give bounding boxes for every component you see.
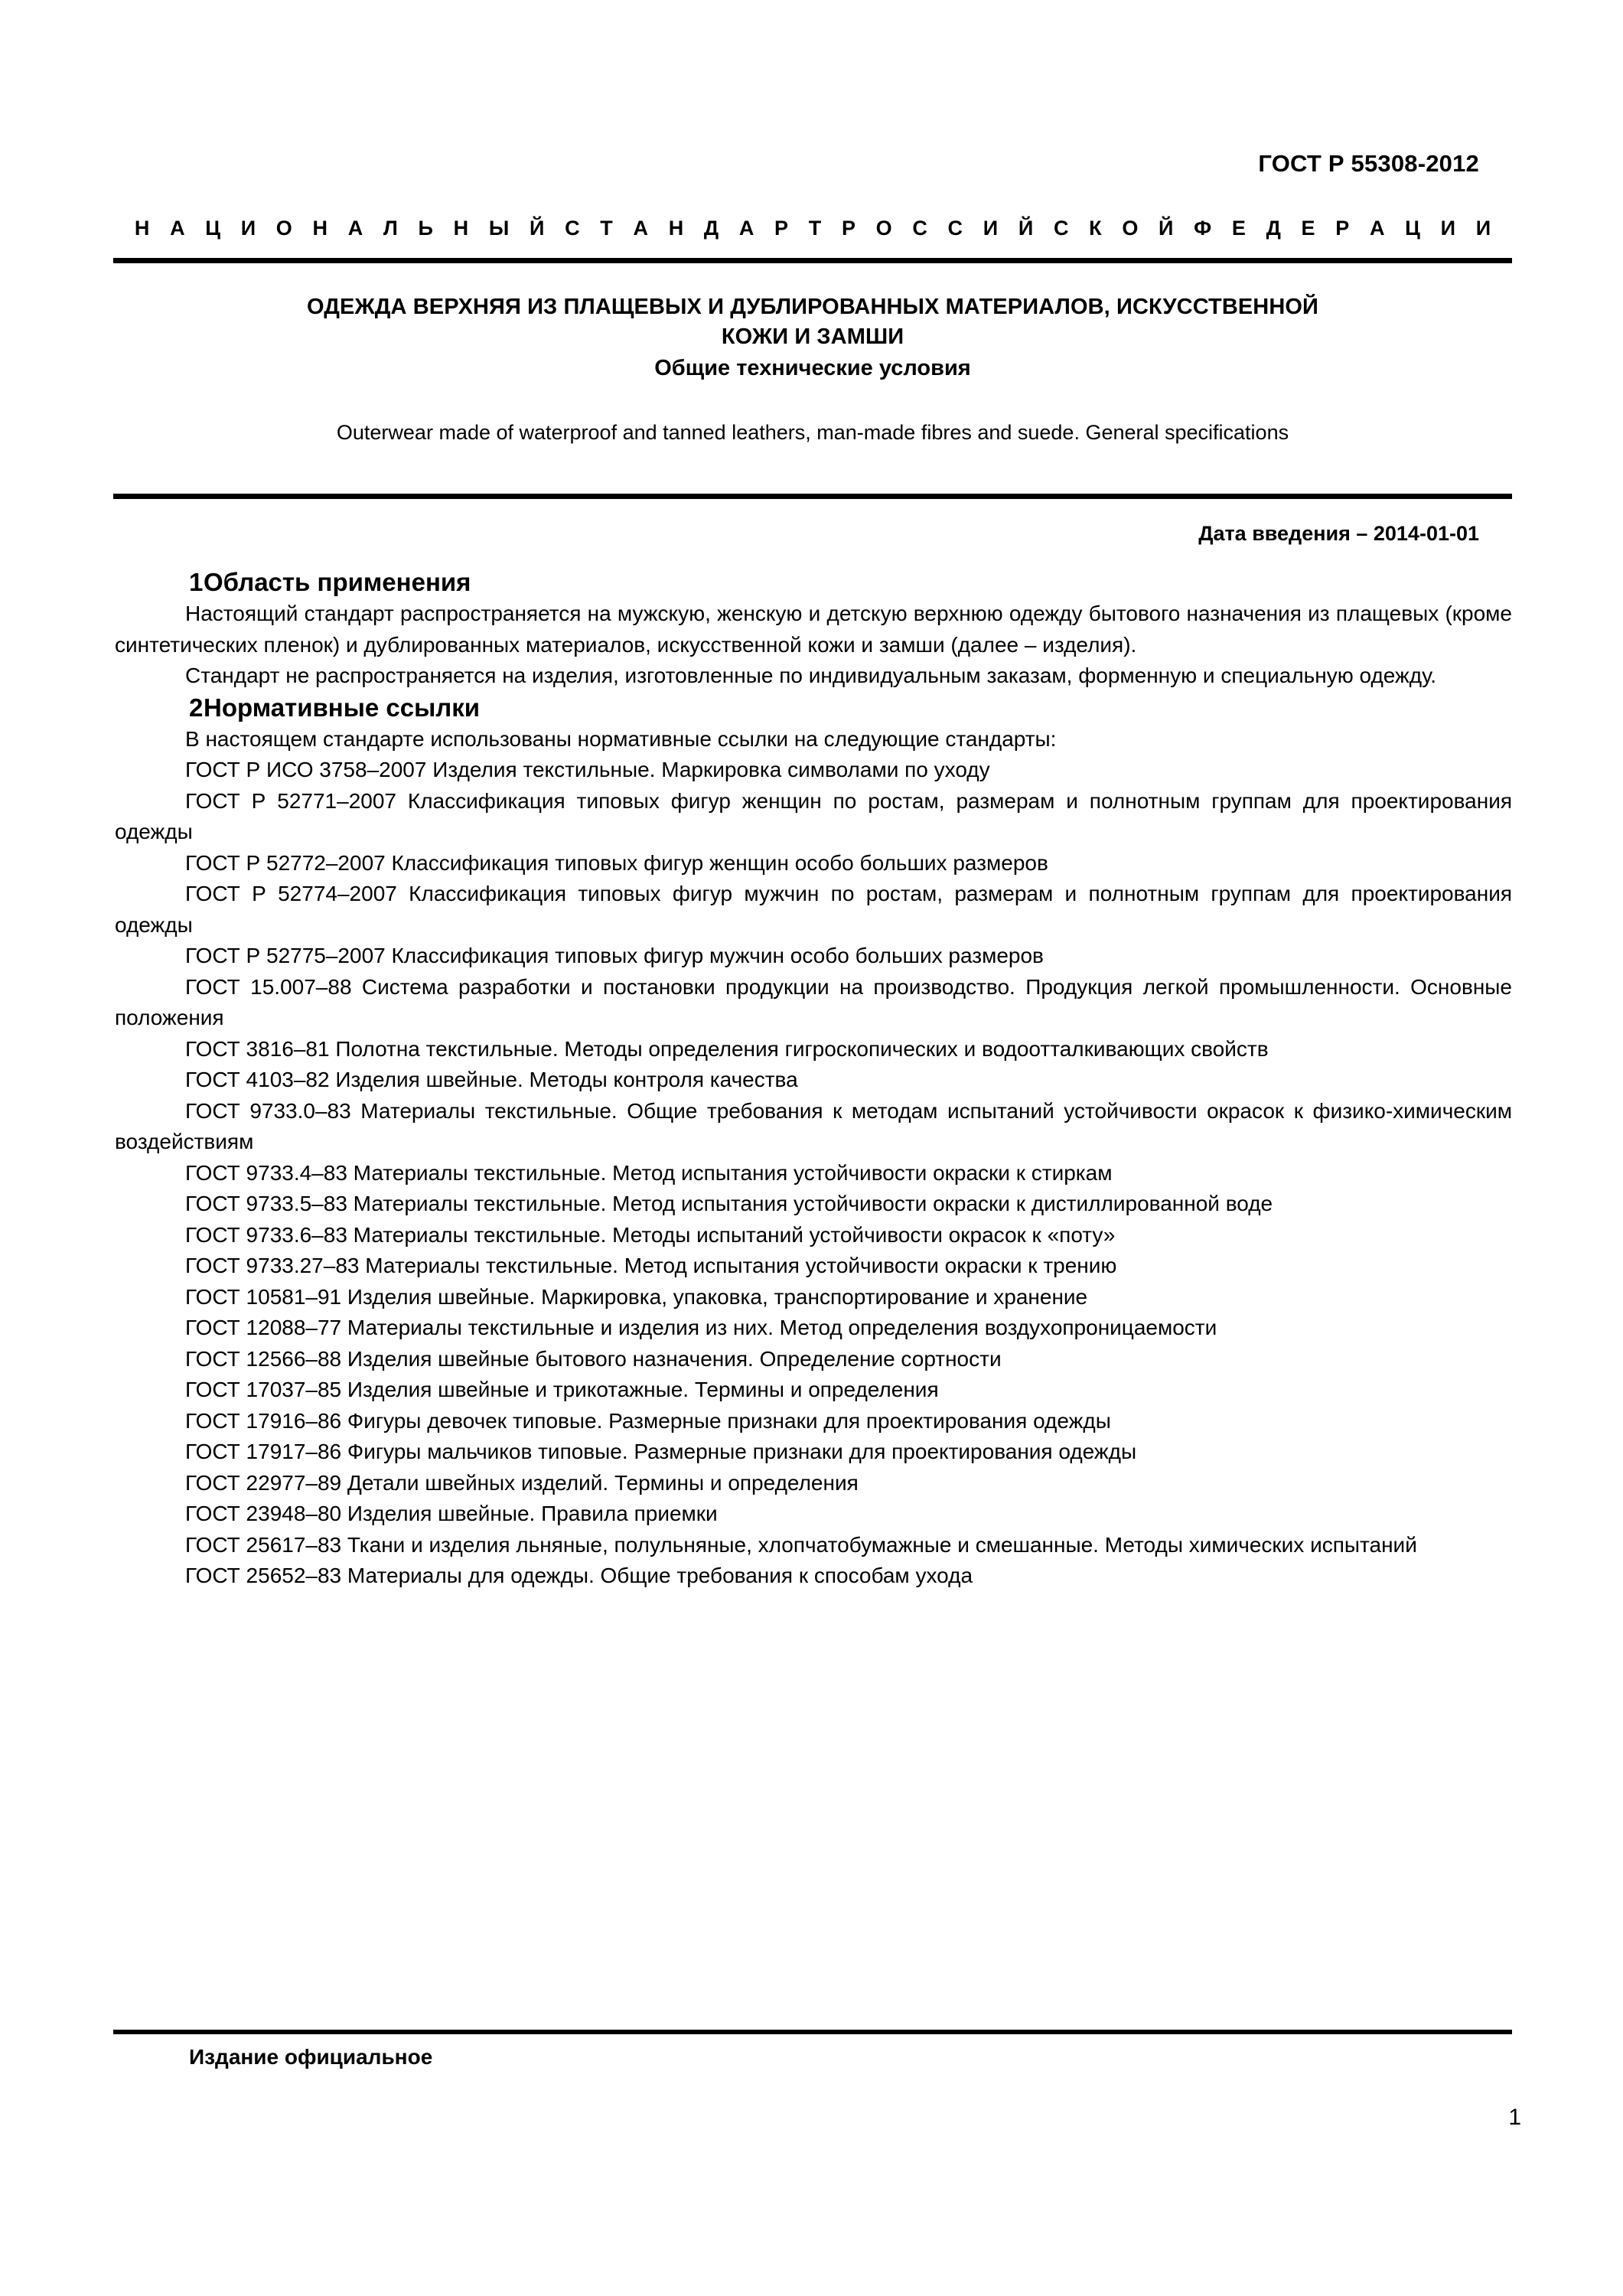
reference-item: ГОСТ 25617–83 Ткани и изделия льняные, полульняные, хлопчатобумажные и смешанные. Методы химических испытаний xyxy=(185,1532,1417,1557)
header-rule-bottom xyxy=(113,494,1512,499)
reference-item: ГОСТ 17916–86 Фигуры девочек типовые. Размерные признаки для проектирования одежды xyxy=(185,1408,1111,1433)
document-title-line-2: КОЖИ И ЗАМШИ xyxy=(721,325,904,349)
reference-item: ГОСТ 23948–80 Изделия швейные. Правила приемки xyxy=(185,1502,718,1525)
section-heading-references xyxy=(115,692,1512,724)
introduction-date: Дата введения – 2014-01-01 xyxy=(1198,522,1479,545)
reference-item: ГОСТ 22977–89 Детали швейных изделий. Термины и определения xyxy=(185,1470,859,1495)
reference-item: ГОСТ Р 52771–2007 Классификация типовых фигур женщин по ростам, размерам и полнотным группам для проектирования одежды xyxy=(115,788,1512,843)
reference-item: ГОСТ 9733.4–83 Материалы текстильные. Метод испытания устойчивости окраски к стиркам xyxy=(185,1160,1113,1185)
reference-item: ГОСТ 12566–88 Изделия швейные бытового назначения. Определение сортности xyxy=(185,1346,1002,1371)
reference-item: ГОСТ 9733.27–83 Материалы текстильные. Метод испытания устойчивости окраски к трению xyxy=(185,1254,1117,1277)
normative-reference-list xyxy=(115,755,1512,1592)
scope-paragraph: Настоящий стандарт распространяется на мужскую, женскую и детскую верхнюю одежду бытового назначения из плащевых (кроме синтетических пленок) и дублированных материалов, искусственной кожи и замши (далее – изделия). xyxy=(115,602,1512,657)
reference-item: ГОСТ 12088–77 Материалы текстильные и изделия из них. Метод определения воздухопроницаемости xyxy=(185,1316,1217,1339)
document-title-block xyxy=(153,292,1472,383)
footer-rule xyxy=(113,2030,1512,2034)
section-number-2: 2 xyxy=(189,693,204,722)
document-title-english: Outerwear made of waterproof and tanned leathers, man-made fibres and suede. General specifications xyxy=(336,421,1289,444)
reference-item: ГОСТ 4103–82 Изделия швейные. Методы контроля качества xyxy=(185,1068,798,1091)
section-title-2: Нормативные ссылки xyxy=(204,693,481,722)
scope-paragraph: Стандарт не распространяется на изделия, изготовленные по индивидуальным заказам, форменную и специальную одежду. xyxy=(185,664,1437,687)
reference-item: ГОСТ Р 52775–2007 Классификация типовых фигур мужчин особо больших размеров xyxy=(185,944,1044,967)
header-rule-top xyxy=(113,258,1512,263)
national-standard-banner: Н А Ц И О Н А Л Ь Н Ы Й С Т А Н Д А Р Т Р О С С И Й С К О Й Ф Е Д Е Р А Ц И И xyxy=(134,217,1498,240)
reference-item: ГОСТ 15.007–88 Система разработки и постановки продукции на производство. Продукция легкой промышленности. Основные положения xyxy=(115,974,1512,1029)
gost-number: ГОСТ Р 55308-2012 xyxy=(1258,150,1479,177)
official-edition-note: Издание официальное xyxy=(189,2045,433,2069)
reference-item: ГОСТ 17917–86 Фигуры мальчиков типовые. Размерные признаки для проектирования одежды xyxy=(185,1440,1137,1463)
section-heading-scope xyxy=(115,566,1512,598)
document-subtitle: Общие технические условия xyxy=(654,356,971,380)
section-number-1: 1 xyxy=(189,568,204,596)
reference-item: ГОСТ 17037–85 Изделия швейные и трикотажные. Термины и определения xyxy=(185,1378,939,1401)
reference-item: ГОСТ 9733.6–83 Материалы текстильные. Методы испытаний устойчивости окрасок к «поту» xyxy=(185,1222,1116,1247)
reference-item: ГОСТ 9733.0–83 Материалы текстильные. Общие требования к методам испытаний устойчивости окрасок к физико-химическим воздействиям xyxy=(115,1098,1512,1153)
reference-item: ГОСТ 25652–83 Материалы для одежды. Общие требования к способам ухода xyxy=(185,1564,973,1587)
document-title-line-1: ОДЕЖДА ВЕРХНЯЯ ИЗ ПЛАЩЕВЫХ И ДУБЛИРОВАННЫХ МАТЕРИАЛОВ, ИСКУССТВЕННОЙ xyxy=(307,295,1318,319)
section-title-1: Область применения xyxy=(204,568,471,596)
reference-item: ГОСТ 9733.5–83 Материалы текстильные. Метод испытания устойчивости окраски к дистиллированной воде xyxy=(185,1192,1273,1215)
reference-item: ГОСТ 3816–81 Полотна текстильные. Методы определения гигроскопических и водоотталкивающих свойств xyxy=(185,1036,1269,1061)
reference-item: ГОСТ Р 52774–2007 Классификация типовых фигур мужчин по ростам, размерам и полнотным группам для проектирования одежды xyxy=(115,882,1512,937)
reference-item: ГОСТ 10581–91 Изделия швейные. Маркировка, упаковка, транспортирование и хранение xyxy=(185,1284,1088,1309)
reference-item: ГОСТ Р 52772–2007 Классификация типовых фигур женщин особо больших размеров xyxy=(185,850,1048,875)
page-number: 1 xyxy=(1508,2105,1521,2130)
references-lead-in: В настоящем стандарте использованы нормативные ссылки на следующие стандарты: xyxy=(185,726,1057,751)
document-body xyxy=(115,566,1512,1592)
reference-item: ГОСТ Р ИСО 3758–2007 Изделия текстильные. Маркировка символами по уходу xyxy=(185,758,990,781)
